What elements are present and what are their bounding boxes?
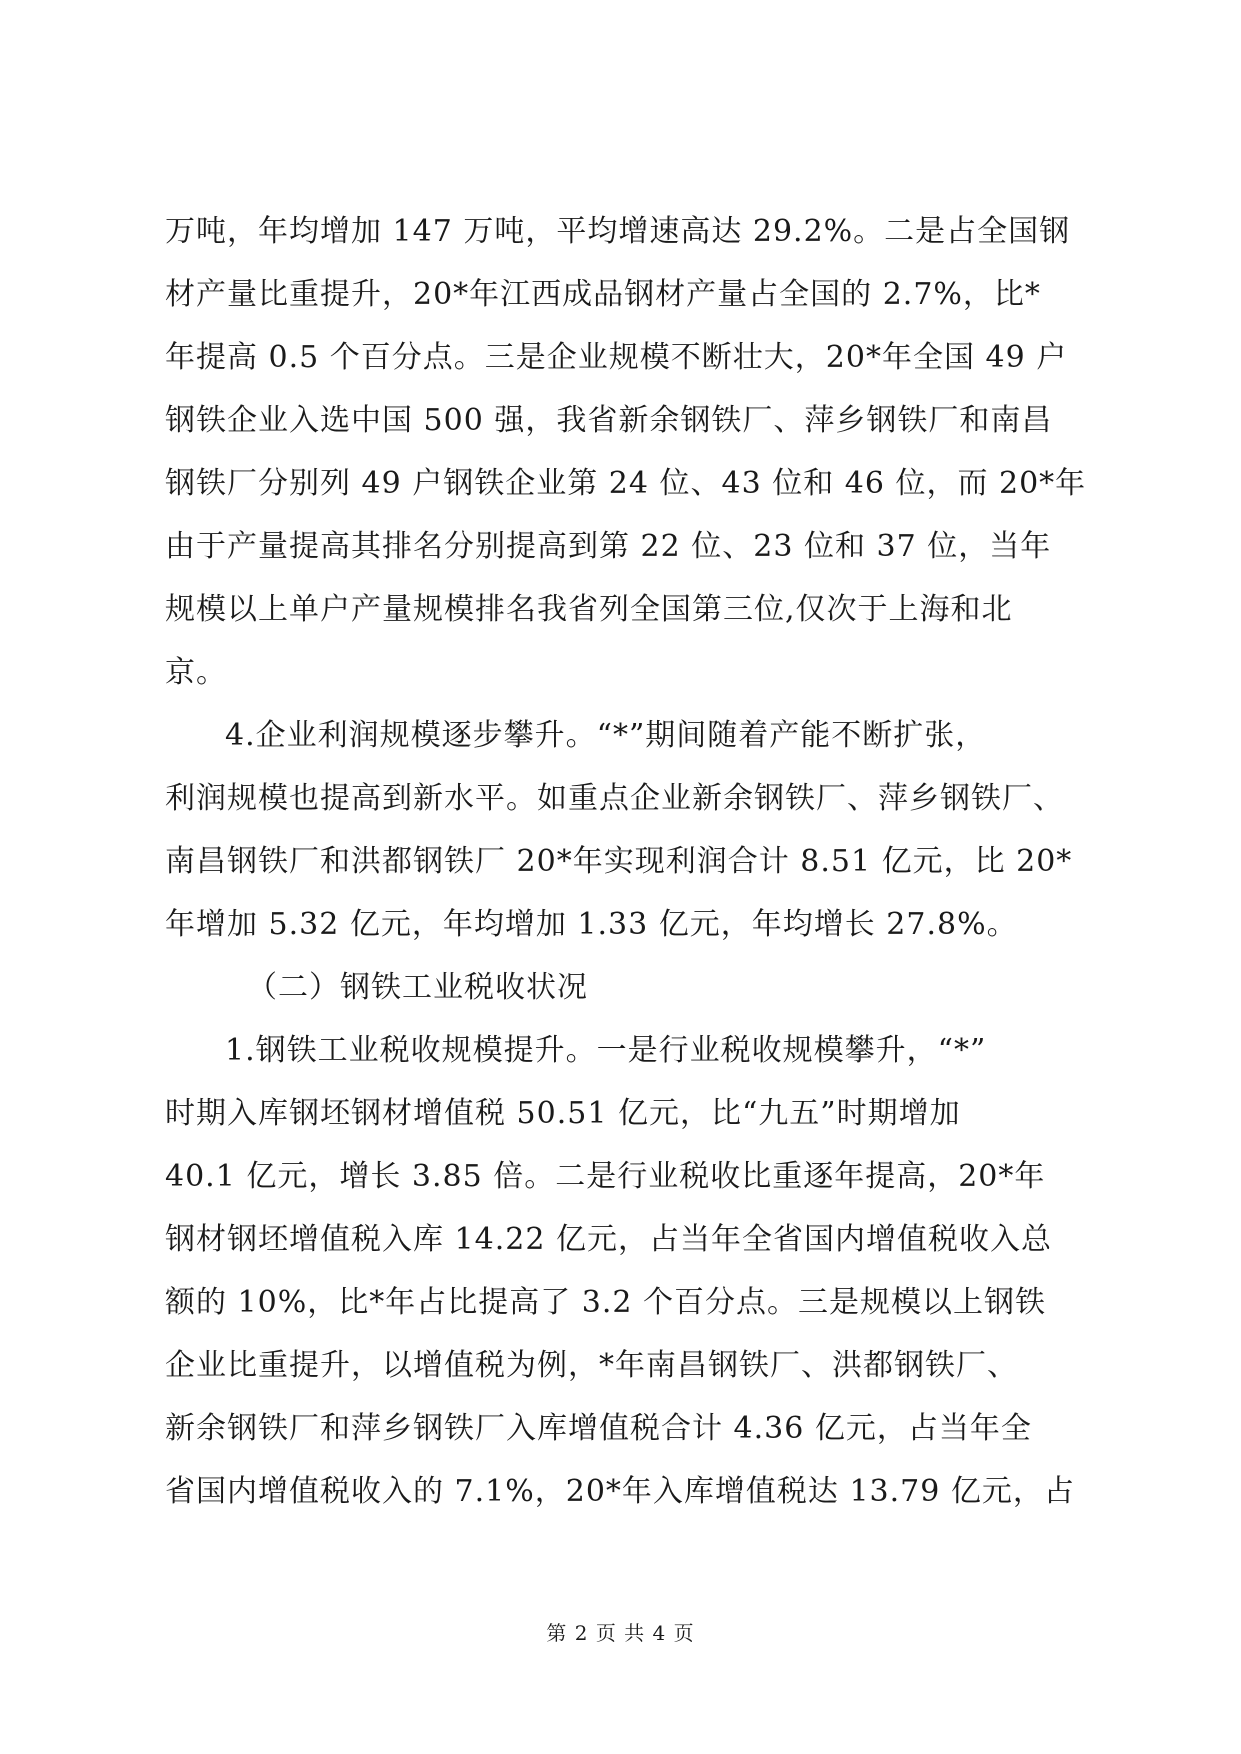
text-line: 钢铁厂分别列 49 户钢铁企业第 24 位、43 位和 46 位，而 20*年 [165, 466, 1087, 501]
page-number-footer: 第 2 页 共 4 页 [546, 1621, 695, 1645]
text-line: 40.1 亿元，增长 3.85 倍。二是行业税收比重逐年提高，20*年 [165, 1159, 1046, 1194]
text-line: 时期入库钢坯钢材增值税 50.51 亿元，比“九五”时期增加 [165, 1096, 961, 1131]
text-line: 南昌钢铁厂和洪都钢铁厂 20*年实现利润合计 8.51 亿元，比 20* [165, 844, 1073, 879]
text-line: 材产量比重提升，20*年江西成品钢材产量占全国的 2.7%，比* [165, 277, 1041, 312]
body-text [165, 200, 1087, 1523]
text-line: 年增加 5.32 亿元，年均增加 1.33 亿元，年均增长 27.8%。 [165, 907, 1018, 942]
text-line: 企业比重提升，以增值税为例，*年南昌钢铁厂、洪都钢铁厂、 [165, 1348, 1018, 1383]
text-line: 额的 10%，比*年占比提高了 3.2 个百分点。三是规模以上钢铁 [165, 1285, 1046, 1320]
text-line: 钢材钢坯增值税入库 14.22 亿元，占当年全省国内增值税收入总 [165, 1222, 1052, 1257]
text-line: 规模以上单户产量规模排名我省列全国第三位,仅次于上海和北 [165, 592, 1013, 627]
text-line: 万吨，年均增加 147 万吨，平均增速高达 29.2%。二是占全国钢 [165, 214, 1071, 249]
section-heading: （二）钢铁工业税收状况 [247, 970, 588, 1005]
text-line: 省国内增值税收入的 7.1%，20*年入库增值税达 13.79 亿元，占 [165, 1474, 1075, 1509]
text-line: 由于产量提高其排名分别提高到第 22 位、23 位和 37 位，当年 [165, 529, 1052, 564]
paragraph-heading-line: 1.钢铁工业税收规模提升。一是行业税收规模攀升，“*” [225, 1033, 987, 1068]
text-line: 钢铁企业入选中国 500 强，我省新余钢铁厂、萍乡钢铁厂和南昌 [165, 403, 1053, 438]
text-line: 年提高 0.5 个百分点。三是企业规模不断壮大，20*年全国 49 户 [165, 340, 1068, 375]
paragraph-heading-line: 4.企业利润规模逐步攀升。“*”期间随着产能不断扩张， [225, 718, 987, 753]
text-line: 新余钢铁厂和萍乡钢铁厂入库增值税合计 4.36 亿元，占当年全 [165, 1411, 1032, 1446]
text-line: 利润规模也提高到新水平。如重点企业新余钢铁厂、萍乡钢铁厂、 [165, 781, 1064, 816]
text-line: 京。 [165, 655, 227, 690]
